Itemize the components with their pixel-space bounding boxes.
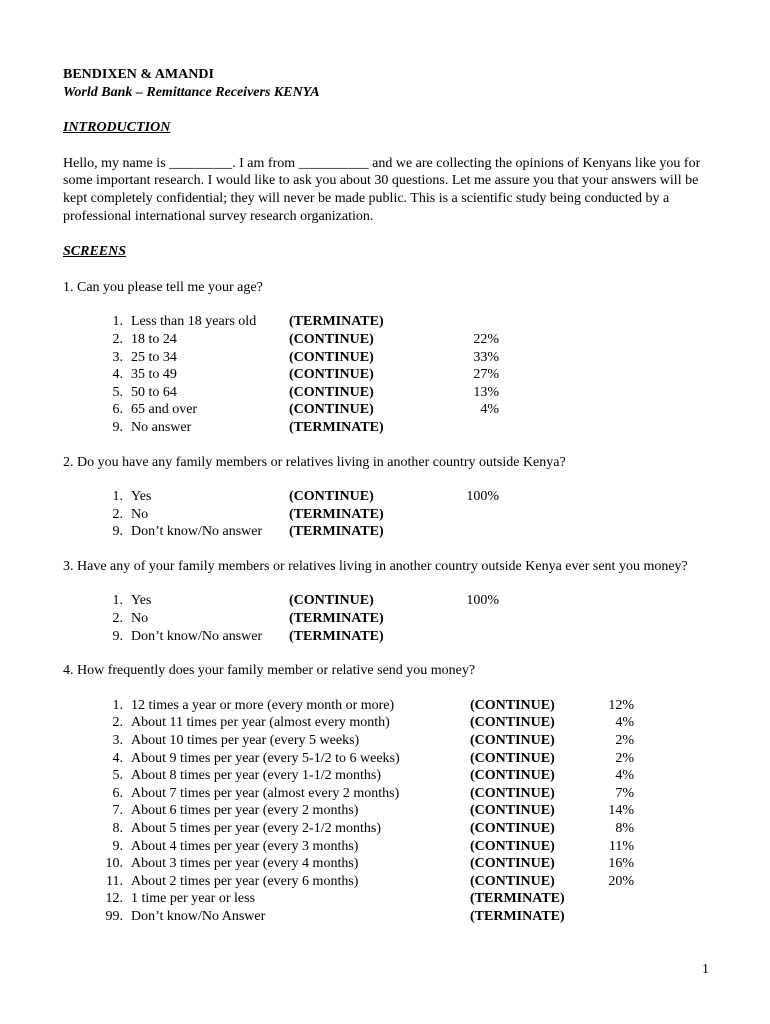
question-text: 2. Do you have any family members or relatives living in another country outside Kenya? bbox=[63, 454, 566, 470]
answer-option bbox=[63, 855, 713, 873]
option-percent: 33% bbox=[473, 349, 499, 365]
answer-option bbox=[63, 908, 713, 926]
option-percent: 27% bbox=[473, 367, 499, 383]
option-label: 25 to 34 bbox=[131, 349, 177, 365]
answer-option bbox=[63, 349, 713, 367]
option-action: (TERMINATE) bbox=[289, 314, 384, 330]
option-label: About 4 times per year (every 3 months) bbox=[131, 838, 359, 854]
document-title: BENDIXEN & AMANDI bbox=[63, 67, 214, 82]
option-action: (CONTINUE) bbox=[470, 873, 555, 889]
answer-option bbox=[63, 401, 713, 419]
option-action: (CONTINUE) bbox=[289, 402, 374, 418]
option-label: No bbox=[131, 611, 149, 627]
option-number: 9. bbox=[112, 419, 123, 435]
option-label: About 3 times per year (every 4 months) bbox=[131, 856, 359, 872]
answer-option bbox=[63, 732, 713, 750]
option-percent: 13% bbox=[473, 384, 499, 400]
answer-option bbox=[63, 802, 713, 820]
option-percent: 11% bbox=[608, 838, 634, 854]
option-label: About 10 times per year (every 5 weeks) bbox=[131, 733, 360, 749]
option-label: Don’t know/No answer bbox=[131, 524, 263, 540]
option-percent: 100% bbox=[466, 593, 499, 609]
option-percent: 8% bbox=[615, 821, 634, 836]
answer-option bbox=[63, 610, 713, 628]
option-action: (TERMINATE) bbox=[289, 419, 384, 435]
question-text: 1. Can you please tell me your age? bbox=[63, 279, 263, 295]
option-percent: 12% bbox=[608, 697, 634, 713]
option-number: 12. bbox=[105, 891, 123, 907]
option-action: (CONTINUE) bbox=[289, 593, 374, 609]
option-number: 2. bbox=[112, 715, 123, 731]
option-number: 9. bbox=[112, 628, 123, 644]
option-percent: 7% bbox=[615, 785, 634, 801]
page-number: 1 bbox=[702, 962, 709, 977]
answer-option bbox=[63, 628, 713, 646]
option-label: 1 time per year or less bbox=[131, 891, 256, 907]
answer-options bbox=[63, 313, 713, 436]
option-percent: 14% bbox=[608, 803, 634, 819]
option-number: 1. bbox=[112, 489, 123, 505]
option-number: 2. bbox=[112, 506, 123, 522]
option-percent: 16% bbox=[608, 856, 634, 872]
option-number: 4. bbox=[112, 367, 123, 383]
option-number: 1. bbox=[112, 314, 123, 330]
option-action: (TERMINATE) bbox=[470, 891, 565, 907]
option-number: 4. bbox=[112, 750, 123, 766]
question-list bbox=[63, 279, 713, 926]
option-label: Don’t know/No Answer bbox=[131, 908, 266, 924]
option-number: 5. bbox=[112, 384, 123, 400]
option-label: About 9 times per year (every 5-1/2 to 6 weeks) bbox=[131, 750, 400, 766]
option-label: No answer bbox=[131, 419, 192, 435]
option-label: Don’t know/No answer bbox=[131, 628, 263, 644]
answer-option bbox=[63, 366, 713, 384]
answer-option bbox=[63, 697, 713, 715]
option-label: 65 and over bbox=[131, 402, 198, 418]
option-number: 9. bbox=[112, 524, 123, 540]
option-action: (CONTINUE) bbox=[470, 768, 555, 784]
option-number: 3. bbox=[112, 733, 123, 749]
option-number: 99. bbox=[105, 908, 123, 924]
option-label: 18 to 24 bbox=[131, 331, 177, 347]
option-percent: 4% bbox=[480, 402, 499, 418]
option-number: 6. bbox=[112, 785, 123, 801]
option-action: (CONTINUE) bbox=[470, 697, 555, 713]
option-percent: 2% bbox=[615, 750, 634, 766]
option-label: About 5 times per year (every 2-1/2 months) bbox=[131, 821, 381, 836]
option-action: (CONTINUE) bbox=[470, 856, 555, 872]
option-action: (TERMINATE) bbox=[470, 908, 565, 924]
option-number: 3. bbox=[112, 349, 123, 365]
option-label: About 7 times per year (almost every 2 months) bbox=[131, 785, 400, 801]
answer-option bbox=[63, 506, 713, 524]
answer-option bbox=[63, 419, 713, 437]
option-percent: 4% bbox=[615, 715, 634, 731]
answer-option bbox=[63, 838, 713, 856]
option-number: 10. bbox=[105, 856, 123, 872]
option-number: 5. bbox=[112, 768, 123, 784]
option-action: (CONTINUE) bbox=[289, 349, 374, 365]
option-number: 8. bbox=[112, 821, 123, 836]
option-label: 50 to 64 bbox=[131, 384, 177, 400]
document-subtitle: World Bank – Remittance Receivers KENYA bbox=[63, 84, 320, 100]
answer-option bbox=[63, 820, 713, 838]
introduction-heading: INTRODUCTION bbox=[63, 120, 171, 136]
screens-heading: SCREENS bbox=[63, 244, 127, 260]
option-percent: 22% bbox=[473, 331, 499, 347]
answer-option bbox=[63, 714, 713, 732]
answer-option bbox=[63, 890, 713, 908]
option-percent: 20% bbox=[608, 873, 634, 889]
answer-option bbox=[63, 750, 713, 768]
option-number: 2. bbox=[112, 331, 123, 347]
question-text: 4. How frequently does your family member or relative send you money? bbox=[63, 663, 476, 679]
option-label: About 8 times per year (every 1-1/2 months) bbox=[131, 768, 381, 784]
option-label: Yes bbox=[131, 593, 152, 609]
answer-option bbox=[63, 488, 713, 506]
option-action: (CONTINUE) bbox=[470, 838, 555, 854]
option-action: (CONTINUE) bbox=[289, 367, 374, 383]
option-percent: 2% bbox=[615, 733, 634, 749]
option-label: About 2 times per year (every 6 months) bbox=[131, 873, 359, 889]
introduction-text: Hello, my name is _________. I am from __________ and we are collecting the opinions of Kenyans like you for some important research. I would like to ask you about 30 questions. Let me assure you that your answers will be kept completely confidential; they will never be made public. This is a scientific study being conducted by a professional international survey research organization. bbox=[63, 155, 701, 224]
option-label: No bbox=[131, 506, 149, 522]
option-action: (CONTINUE) bbox=[470, 750, 555, 766]
option-number: 1. bbox=[112, 593, 123, 609]
option-number: 6. bbox=[112, 402, 123, 418]
option-label: 35 to 49 bbox=[131, 367, 177, 383]
answer-option bbox=[63, 384, 713, 402]
option-number: 9. bbox=[112, 838, 123, 854]
option-action: (CONTINUE) bbox=[289, 489, 374, 505]
answer-options bbox=[63, 592, 713, 645]
option-action: (TERMINATE) bbox=[289, 611, 384, 627]
option-action: (CONTINUE) bbox=[470, 785, 555, 801]
option-action: (CONTINUE) bbox=[470, 821, 555, 836]
option-label: Less than 18 years old bbox=[131, 314, 257, 330]
option-percent: 4% bbox=[615, 768, 634, 784]
option-action: (CONTINUE) bbox=[289, 384, 374, 400]
option-action: (CONTINUE) bbox=[470, 803, 555, 819]
option-number: 2. bbox=[112, 611, 123, 627]
option-label: About 6 times per year (every 2 months) bbox=[131, 803, 359, 819]
answer-options bbox=[63, 488, 713, 541]
answer-option bbox=[63, 873, 713, 891]
option-action: (TERMINATE) bbox=[289, 506, 384, 522]
option-label: Yes bbox=[131, 489, 152, 505]
option-number: 7. bbox=[112, 803, 123, 819]
option-percent: 100% bbox=[466, 489, 499, 505]
option-action: (TERMINATE) bbox=[289, 628, 384, 644]
option-action: (CONTINUE) bbox=[289, 331, 374, 347]
answer-option bbox=[63, 313, 713, 331]
answer-option bbox=[63, 523, 713, 541]
answer-option bbox=[63, 331, 713, 349]
option-label: About 11 times per year (almost every month) bbox=[131, 715, 390, 731]
answer-option bbox=[63, 592, 713, 610]
question-text: 3. Have any of your family members or relatives living in another country outside Kenya ever sent you money? bbox=[63, 558, 688, 574]
option-action: (CONTINUE) bbox=[470, 733, 555, 749]
option-number: 1. bbox=[112, 697, 123, 713]
option-action: (CONTINUE) bbox=[470, 715, 555, 731]
answer-option bbox=[63, 767, 713, 785]
option-label: 12 times a year or more (every month or more) bbox=[131, 697, 395, 713]
answer-option bbox=[63, 785, 713, 803]
option-number: 11. bbox=[106, 873, 123, 889]
option-action: (TERMINATE) bbox=[289, 524, 384, 540]
answer-options bbox=[63, 697, 713, 926]
document-page bbox=[63, 66, 713, 943]
